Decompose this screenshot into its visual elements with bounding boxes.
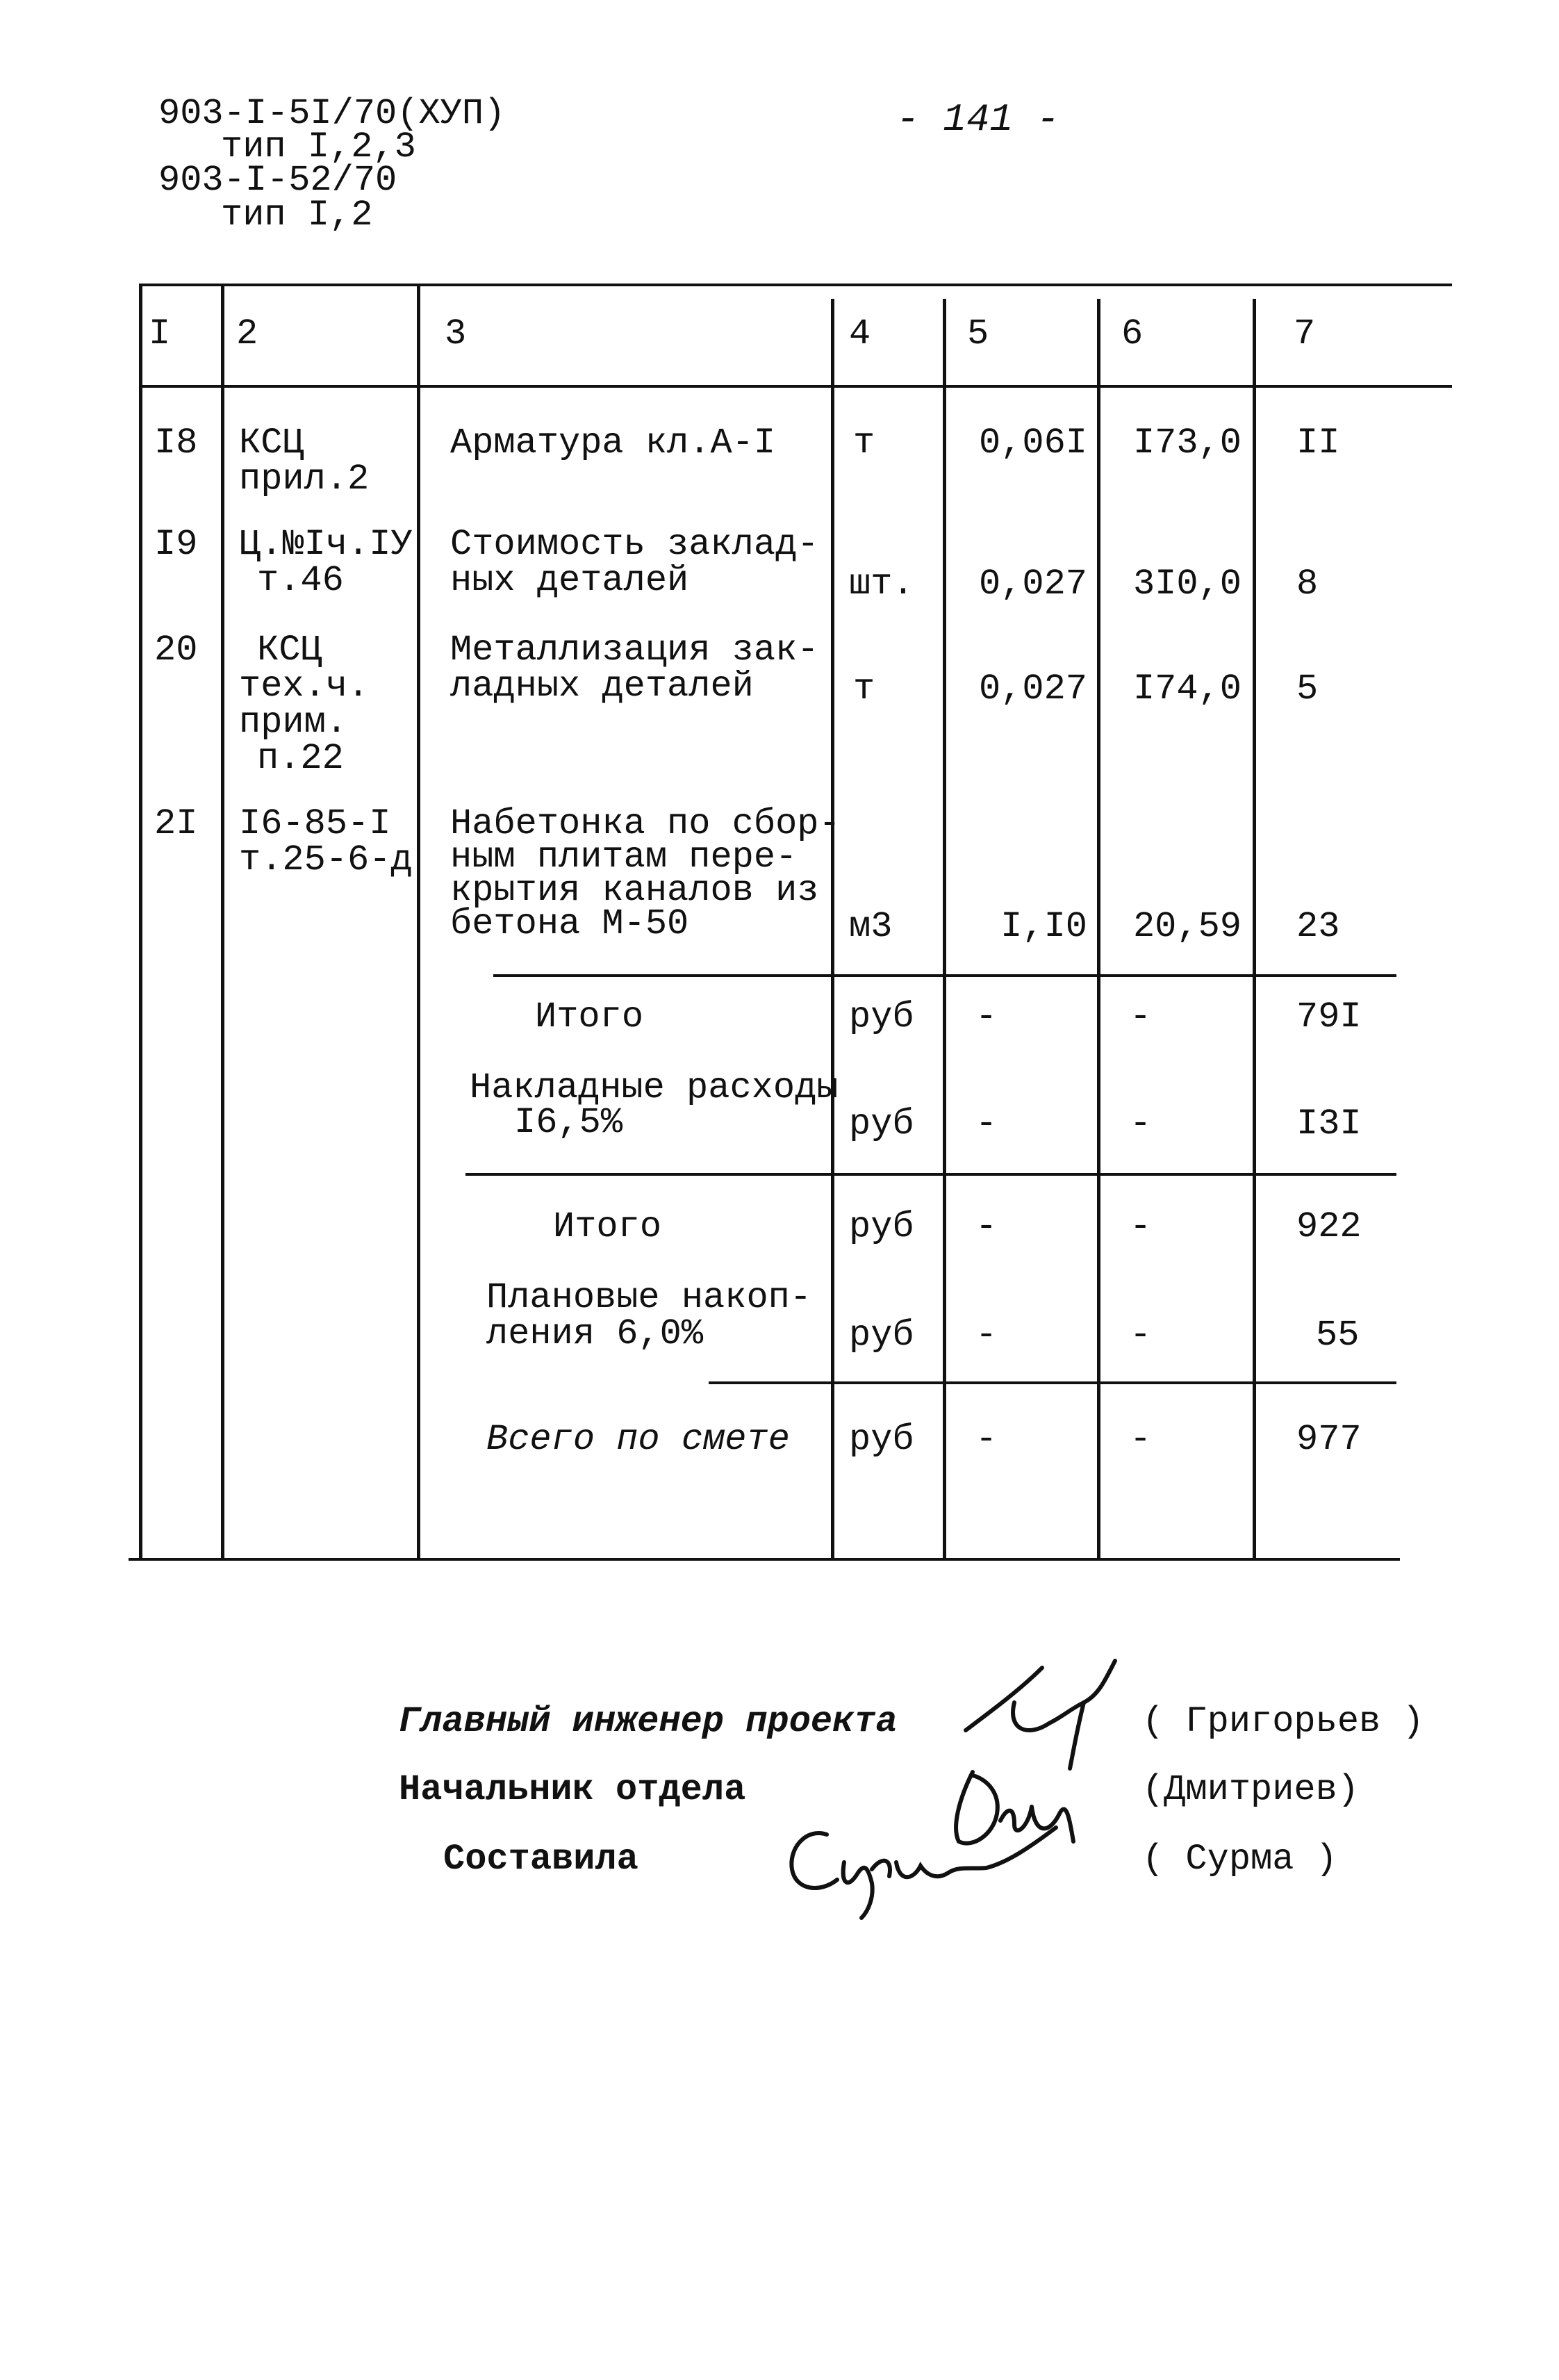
doc-type-line-1: тип I,2,3 — [221, 126, 416, 167]
summary-label: Итого — [553, 1206, 662, 1247]
row-qty: 0,027 — [978, 668, 1087, 709]
summary-qty: - — [975, 1315, 998, 1356]
summary-total: I3I — [1296, 1103, 1362, 1144]
doc-code-line-1: 903-I-5I/70(XУП) — [158, 93, 506, 134]
row-ref: п.22 — [257, 738, 344, 779]
summary-qty: - — [975, 996, 998, 1037]
row-desc: Металлизация зак- — [450, 630, 819, 671]
col-header-1: I — [149, 313, 171, 354]
signer-name: ( Григорьев ) — [1142, 1701, 1424, 1742]
row-desc: ных деталей — [450, 560, 689, 601]
summary-unit: руб — [849, 1103, 914, 1144]
doc-type-line-2: тип I,2 — [221, 195, 373, 236]
row-ref: тех.ч. — [239, 666, 370, 707]
summary-price: - — [1130, 1206, 1152, 1247]
summary-qty: - — [975, 1206, 998, 1247]
summary-total: 55 — [1316, 1315, 1360, 1356]
summary-label: Накладные расходы — [470, 1067, 839, 1108]
row-price: I73,0 — [1132, 422, 1242, 463]
row-desc: бетона М-50 — [450, 903, 689, 944]
col-header-3: 3 — [445, 313, 467, 354]
signer-role: Главный инженер проекта — [399, 1701, 898, 1742]
row-price: I74,0 — [1132, 668, 1242, 709]
summary-label: Итого — [535, 996, 644, 1037]
summary-unit: руб — [849, 1315, 914, 1356]
summary-unit: руб — [849, 996, 914, 1037]
signer-role: Составила — [443, 1839, 638, 1880]
row-ref: КСЦ — [257, 630, 322, 671]
signature-surma — [778, 1807, 1070, 1925]
summary-label: ления 6,0% — [486, 1313, 704, 1354]
col-header-6: 6 — [1121, 313, 1144, 354]
row-total: 8 — [1296, 564, 1319, 605]
row-total: II — [1296, 422, 1340, 463]
doc-code-line-2: 903-I-52/70 — [158, 160, 397, 201]
signer-name: ( Сурма ) — [1142, 1839, 1337, 1880]
row-qty: 0,027 — [978, 564, 1087, 605]
row-ref: I6-85-I — [239, 803, 391, 844]
row-total: 5 — [1296, 668, 1319, 709]
row-desc: Арматура кл.А-I — [450, 422, 776, 463]
row-ref: прил.2 — [239, 459, 370, 500]
summary-price: - — [1130, 996, 1152, 1037]
row-desc: крытия каналов из — [450, 870, 819, 911]
summary-price: - — [1130, 1315, 1152, 1356]
row-num: I9 — [154, 524, 198, 565]
signer-role: Начальник отдела — [399, 1769, 746, 1810]
row-desc: Стоимость заклад- — [450, 524, 819, 565]
summary-total: 922 — [1296, 1206, 1362, 1247]
row-ref: КСЦ — [239, 422, 304, 463]
col-header-2: 2 — [236, 313, 258, 354]
page-number: - 141 - — [896, 97, 1060, 142]
row-total: 23 — [1296, 906, 1340, 947]
row-desc: Набетонка по сбор- — [450, 803, 841, 844]
summary-total: 79I — [1296, 996, 1362, 1037]
row-desc: ладных деталей — [450, 666, 754, 707]
summary-unit: руб — [849, 1419, 914, 1460]
row-num: 2I — [154, 803, 198, 844]
summary-unit: руб — [849, 1206, 914, 1247]
summary-qty: - — [975, 1419, 998, 1460]
summary-qty: - — [975, 1103, 998, 1144]
summary-label: Плановые накоп- — [486, 1277, 812, 1318]
row-desc: ным плитам пере- — [450, 837, 798, 878]
row-qty: 0,06I — [978, 422, 1087, 463]
row-unit: т — [853, 668, 875, 709]
row-num: 20 — [154, 630, 198, 671]
col-header-5: 5 — [967, 313, 989, 354]
col-header-4: 4 — [849, 313, 871, 354]
row-unit: т — [853, 422, 875, 463]
summary-label: I6,5% — [514, 1102, 623, 1143]
col-header-7: 7 — [1294, 313, 1316, 354]
row-ref: т.46 — [257, 560, 344, 601]
row-ref: т.25-6-д — [239, 839, 413, 880]
row-unit: шт. — [849, 564, 914, 605]
row-unit: м3 — [849, 906, 893, 947]
row-price: 20,59 — [1132, 906, 1242, 947]
row-qty: I,I0 — [1000, 906, 1087, 947]
row-num: I8 — [154, 422, 198, 463]
signer-name: (Дмитриев) — [1142, 1769, 1360, 1810]
summary-label: Всего по смете — [486, 1419, 790, 1460]
summary-price: - — [1130, 1103, 1152, 1144]
summary-price: - — [1130, 1419, 1152, 1460]
row-ref: Ц.№Iч.IУ — [239, 524, 413, 565]
row-ref: прим. — [239, 702, 348, 743]
summary-total: 977 — [1296, 1419, 1362, 1460]
row-price: 3I0,0 — [1132, 564, 1242, 605]
